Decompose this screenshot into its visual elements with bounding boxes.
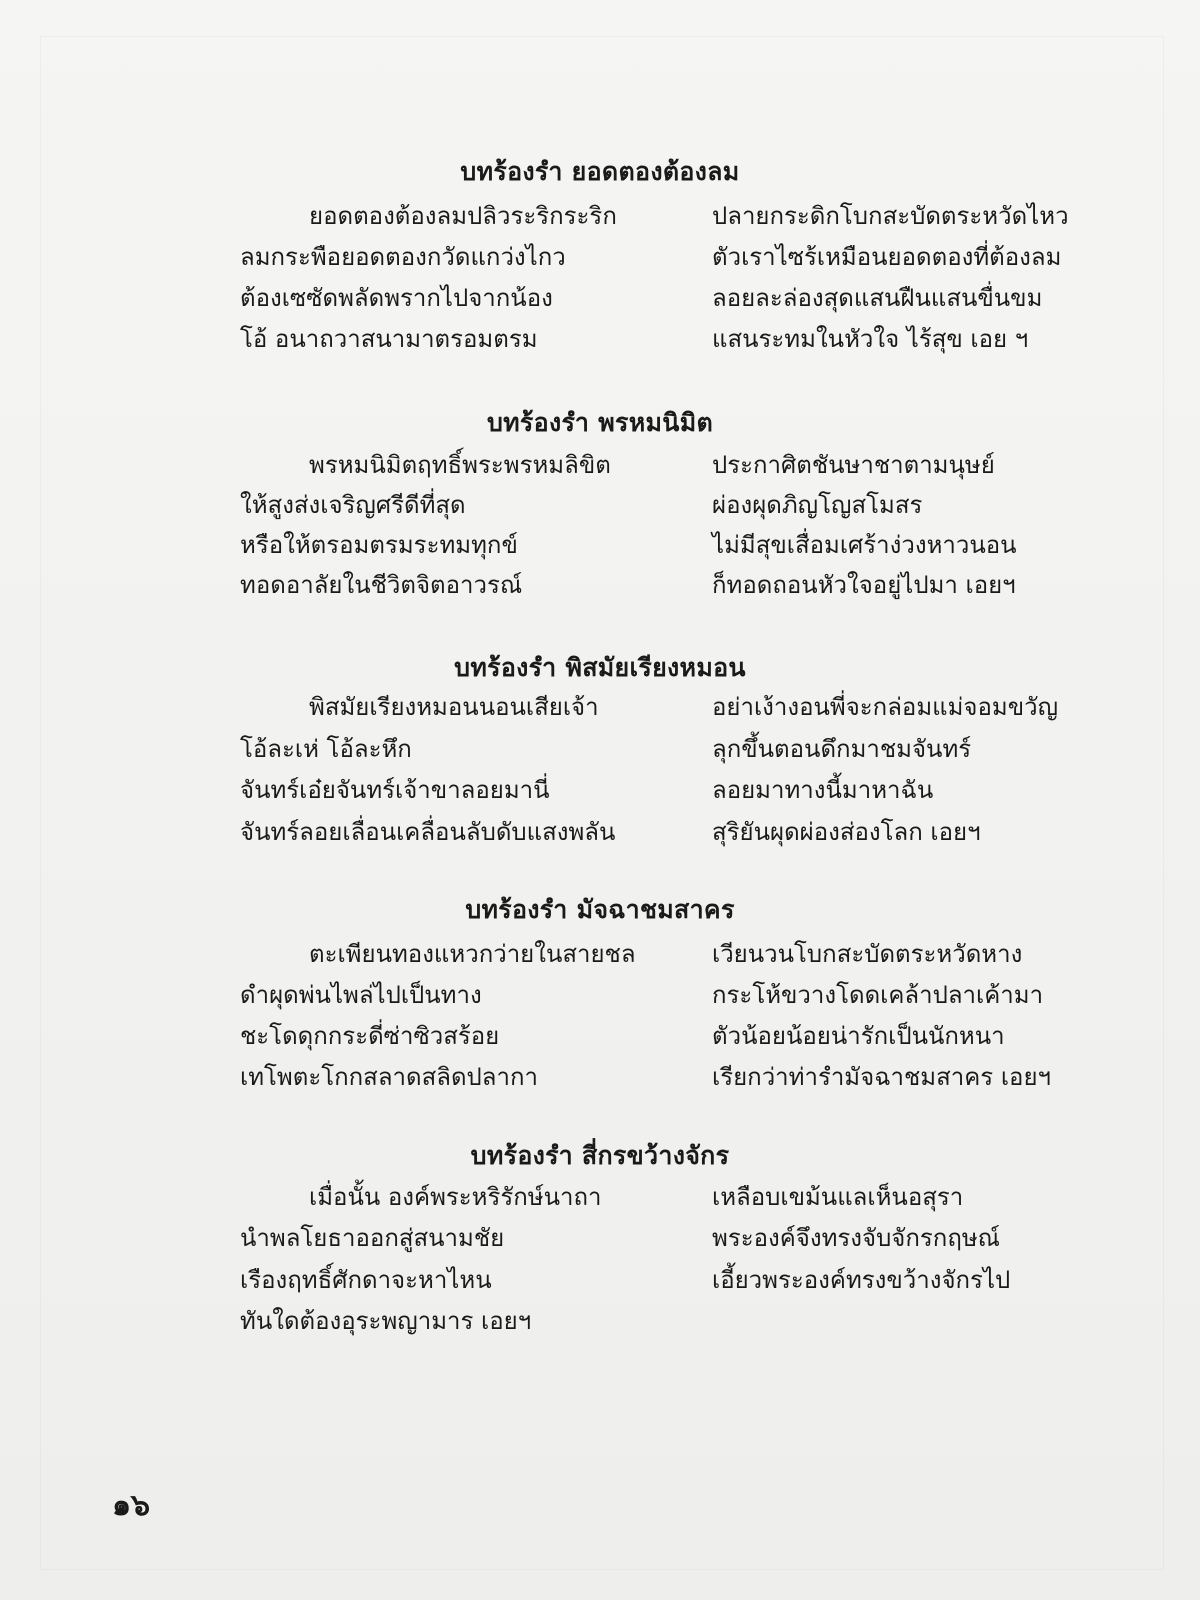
verse-right: สุริยันผุดผ่องส่องโลก เอยฯ bbox=[712, 818, 981, 846]
page-number: ๑๖ bbox=[112, 1488, 151, 1523]
verse-row bbox=[0, 488, 1200, 522]
verse-row bbox=[0, 815, 1200, 849]
verse-right: เหลือบเขม้นแลเห็นอสุรา bbox=[712, 1183, 964, 1211]
verse-left: ทันใดต้องอุระพญามาร เอยฯ bbox=[240, 1307, 532, 1335]
section-title-3: บทร้องรำ พิสมัยเรียงหมอน bbox=[454, 653, 746, 682]
verse-row bbox=[0, 1221, 1200, 1255]
verse-left: ชะโดดุกกระดี่ซ่าซิวสร้อย bbox=[240, 1022, 500, 1050]
verse-row bbox=[0, 937, 1200, 971]
verse-left: โอ้ อนาถวาสนามาตรอมตรม bbox=[240, 325, 538, 353]
verse-right: ผ่องผุดภิญโญสโมสร bbox=[712, 491, 923, 519]
verse-left: ยอดตองต้องลมปลิวระริกระริก bbox=[309, 202, 617, 230]
verse-left: ตะเพียนทองแหวกว่ายในสายชล bbox=[309, 940, 636, 968]
verse-right: ลอยละล่องสุดแสนฝืนแสนขื่นขม bbox=[712, 284, 1043, 312]
verse-right: อย่าเง้างอนพี่จะกล่อมแม่จอมขวัญ bbox=[712, 693, 1059, 721]
verse-row bbox=[0, 322, 1200, 356]
verse-left: เทโพตะโกกสลาดสลิดปลากา bbox=[240, 1063, 538, 1091]
verse-row bbox=[0, 1180, 1200, 1214]
verse-row bbox=[0, 1060, 1200, 1094]
verse-row bbox=[0, 1019, 1200, 1053]
section-title-5: บทร้องรำ สี่กรขว้างจักร bbox=[470, 1141, 730, 1170]
verse-right: เรียกว่าท่ารำมัจฉาชมสาคร เอยฯ bbox=[712, 1063, 1051, 1091]
verse-right: ลอยมาทางนี้มาหาฉัน bbox=[712, 776, 934, 804]
verse-left: พิสมัยเรียงหมอนนอนเสียเจ้า bbox=[309, 693, 599, 721]
verse-right: พระองค์จึงทรงจับจักรกฤษณ์ bbox=[712, 1224, 1000, 1252]
verse-right: เวียนวนโบกสะบัดตระหวัดหาง bbox=[712, 940, 1023, 968]
verse-left: นำพลโยธาออกสู่สนามชัย bbox=[240, 1224, 505, 1252]
verse-left: จันทร์ลอยเลื่อนเคลื่อนลับดับแสงพลัน bbox=[240, 818, 616, 846]
verse-right: ลุกขึ้นตอนดึกมาชมจันทร์ bbox=[712, 735, 972, 763]
verse-left: โอ้ละเห่ โอ้ละหึก bbox=[240, 735, 412, 763]
verse-row bbox=[0, 1304, 1200, 1338]
section-title-4: บทร้องรำ มัจฉาชมสาคร bbox=[465, 895, 735, 924]
verse-row bbox=[0, 281, 1200, 315]
verse-row bbox=[0, 732, 1200, 766]
verse-left: ลมกระพือยอดตองกวัดแกว่งไกว bbox=[240, 243, 566, 271]
verse-left: ต้องเซซัดพลัดพรากไปจากน้อง bbox=[240, 284, 553, 312]
verse-row bbox=[0, 568, 1200, 602]
section-title-1: บทร้องรำ ยอดตองต้องลม bbox=[460, 157, 740, 186]
verse-row bbox=[0, 448, 1200, 482]
verse-row bbox=[0, 1263, 1200, 1297]
verse-row bbox=[0, 773, 1200, 807]
verse-left: จันทร์เอ๋ยจันทร์เจ้าขาลอยมานี่ bbox=[240, 776, 550, 804]
verse-right: ปลายกระดิกโบกสะบัดตระหวัดไหว bbox=[712, 202, 1069, 230]
verse-left: หรือให้ตรอมตรมระทมทุกข์ bbox=[240, 531, 518, 559]
verse-right: กระโห้ขวางโดดเคล้าปลาเค้ามา bbox=[712, 981, 1044, 1009]
verse-right: ตัวน้อยน้อยน่ารักเป็นนักหนา bbox=[712, 1022, 1005, 1050]
verse-row bbox=[0, 199, 1200, 233]
verse-right: แสนระทมในหัวใจ ไร้สุข เอย ฯ bbox=[712, 325, 1029, 353]
section-title-2: บทร้องรำ พรหมนิมิต bbox=[486, 408, 714, 437]
verse-row bbox=[0, 528, 1200, 562]
verse-left: เรืองฤทธิ์ศักดาจะหาไหน bbox=[240, 1266, 492, 1294]
verse-left: ดำผุดพ่นไพล่ไปเป็นทาง bbox=[240, 981, 482, 1009]
verse-row bbox=[0, 978, 1200, 1012]
verse-left: เมื่อนั้น องค์พระหริรักษ์นาถา bbox=[309, 1183, 602, 1211]
verse-right: ประกาศิตชันษาชาตามนุษย์ bbox=[712, 451, 995, 479]
verse-left: พรหมนิมิตฤทธิ์พระพรหมลิขิต bbox=[309, 451, 611, 479]
verse-row bbox=[0, 240, 1200, 274]
verse-left: ให้สูงส่งเจริญศรีดีที่สุด bbox=[240, 491, 466, 519]
verse-left: ทอดอาลัยในชีวิตจิตอาวรณ์ bbox=[240, 571, 523, 599]
verse-right: ตัวเราไซร้เหมือนยอดตองที่ต้องลม bbox=[712, 243, 1062, 271]
verse-row bbox=[0, 690, 1200, 724]
verse-right: ไม่มีสุขเสื่อมเศร้าง่วงหาวนอน bbox=[712, 531, 1017, 559]
verse-right: เอี้ยวพระองค์ทรงขว้างจักรไป bbox=[712, 1266, 1011, 1294]
verse-right: ก็ทอดถอนหัวใจอยู่ไปมา เอยฯ bbox=[712, 571, 1016, 599]
